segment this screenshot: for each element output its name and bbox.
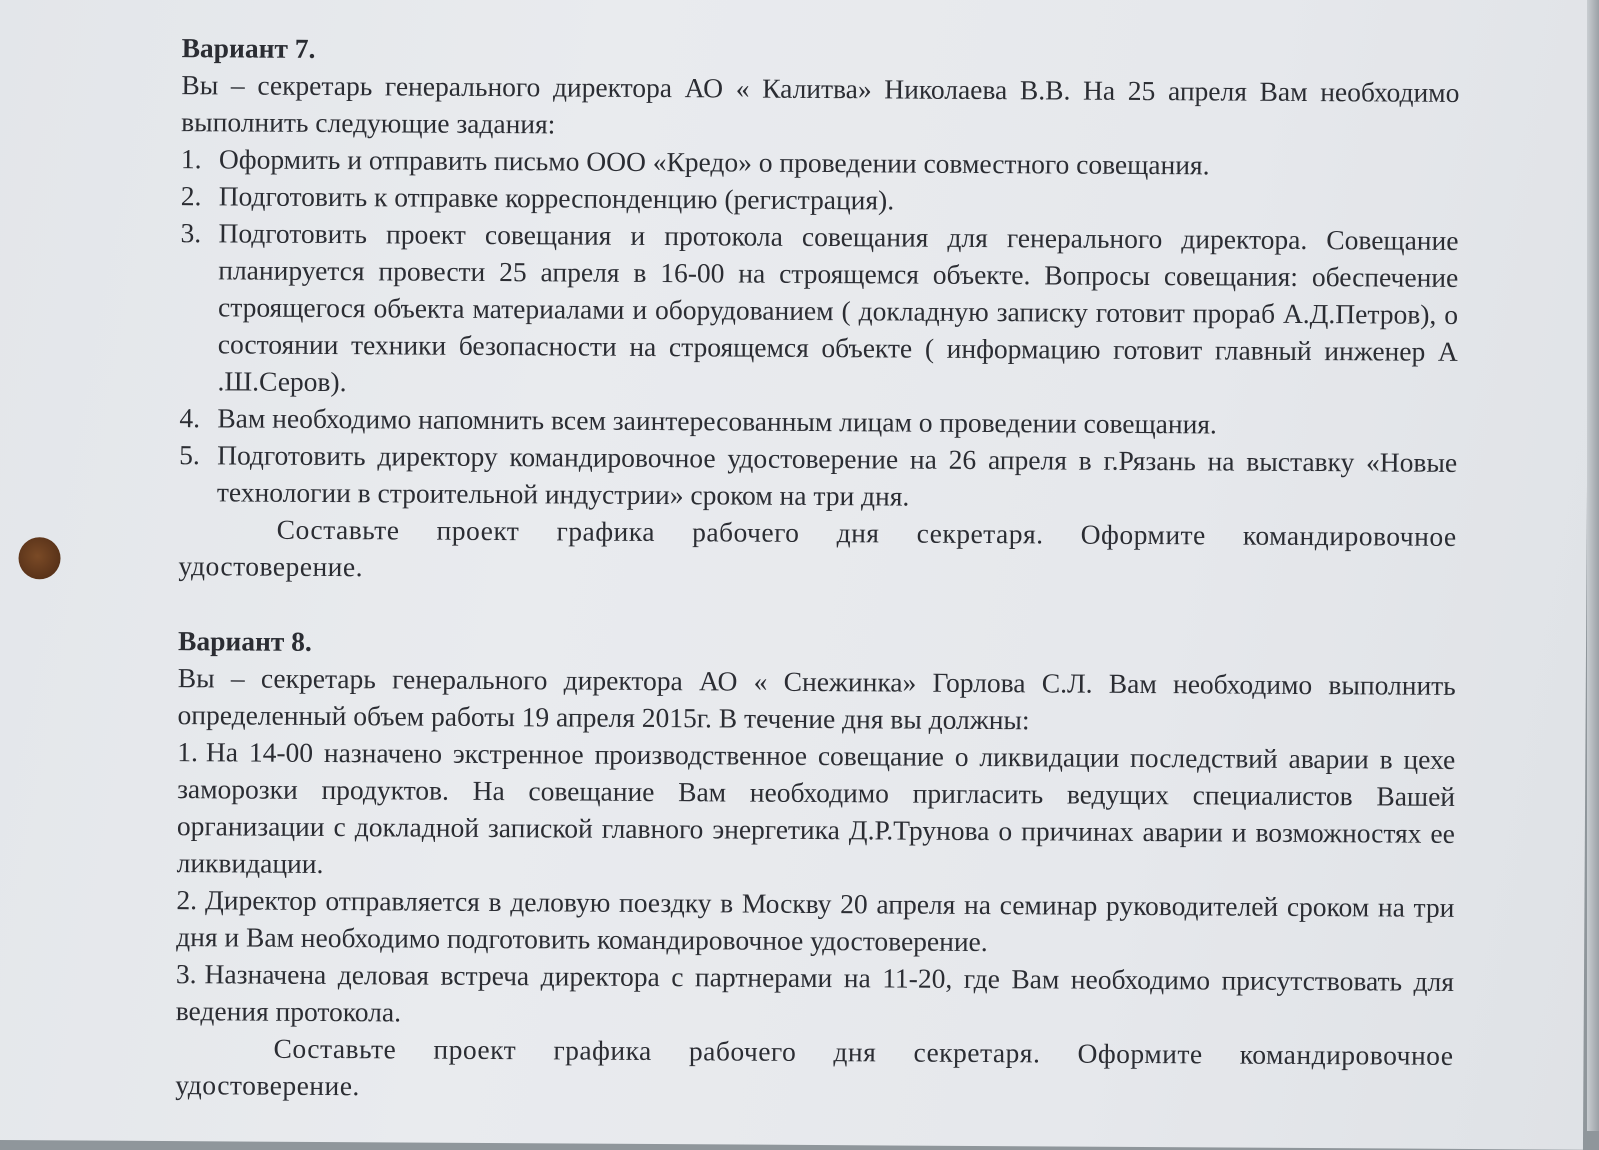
page-edge-shadow: [1587, 0, 1599, 1131]
document-body: [175, 29, 1460, 1111]
closing-instruction: Составьте проект графика рабочего дня секретаря. Оформите командировочное удостоверение.: [175, 1032, 1454, 1102]
task-number: 4.: [179, 402, 201, 434]
variant-8: [175, 622, 1456, 1111]
closing-instruction: Составьте проект графика рабочего дня секретаря. Оформите командировочное удостоверение.: [178, 513, 1457, 583]
task-number: 2.: [180, 180, 202, 212]
task-number: 3.: [180, 217, 202, 249]
task-text: Подготовить проект совещания и протокола совещания для генерального директора. Совещание планируется провести 25 апреля в 16-00 на строящемся объекте. Вопросы совещания: обеспечение строящегося объекта материалами и оборудованием ( докладную записку готовит прораб А.Д.Петров), о состоянии техники безопасности на строящемся объекте ( информацию готовит главный инженер А .Ш.Серов).: [217, 217, 1459, 398]
task-item: [176, 955, 1454, 1037]
variant-intro: Вы – секретарь генерального директора АО « Калитва» Николаева В.В. На 25 апреля Вам необходимо выполнить следующие задания:: [181, 69, 1460, 140]
task-item: [179, 436, 1457, 518]
variant-7: [178, 29, 1459, 592]
task-item: [177, 733, 1456, 889]
punch-hole: [18, 537, 60, 579]
task-item: [180, 214, 1459, 407]
task-item: [176, 881, 1454, 963]
task-number: 2.: [176, 884, 198, 916]
task-text: Подготовить директору командировочное удостоверение на 26 апреля в г.Рязань на выставку «Новые технологии в строительной индустрии» сроком на три дня.: [216, 439, 1458, 512]
task-text: Вам необходимо напомнить всем заинтересованным лицам о проведении совещания.: [217, 402, 1217, 440]
task-text: Директор отправляется в деловую поездку в Москву 20 апреля на семинар руководителей сроком на три дня и Вам необходимо подготовить командировочное удостоверение.: [176, 884, 1455, 958]
task-number: 3.: [175, 958, 197, 990]
task-list: [179, 140, 1459, 518]
task-text: Подготовить к отправке корреспонденцию (регистрация).: [218, 180, 895, 216]
task-number: 5.: [179, 439, 200, 471]
task-text: На 14-00 назначено экстренное производственное совещание о ликвидации последствий аварии в цехе заморозки продуктов. На совещание Вам необходимо пригласить ведущих специалистов Вашей организации с докладной запиской главного энергетика Д.Р.Трунова о причинах аварии и возможностях ее ликвидации.: [176, 736, 1456, 879]
task-list: [176, 733, 1456, 1037]
task-number: 1.: [180, 143, 202, 175]
variant-intro: Вы – секретарь генерального директора АО « Снежинка» Горлова С.Л. Вам необходимо выполнить определенный объем работы 19 апреля 2015г. В течение дня вы должны:: [177, 662, 1456, 736]
task-text: Оформить и отправить письмо ООО «Кредо» о проведении совместного совещания.: [218, 143, 1210, 181]
variant-title: Вариант 8.: [177, 625, 312, 657]
variant-title: Вариант 7.: [181, 32, 316, 64]
task-number: 1.: [177, 736, 199, 768]
task-text: Назначена деловая встреча директора с партнерами на 11-20, где Вам необходимо присутствовать для ведения протокола.: [175, 958, 1455, 1028]
